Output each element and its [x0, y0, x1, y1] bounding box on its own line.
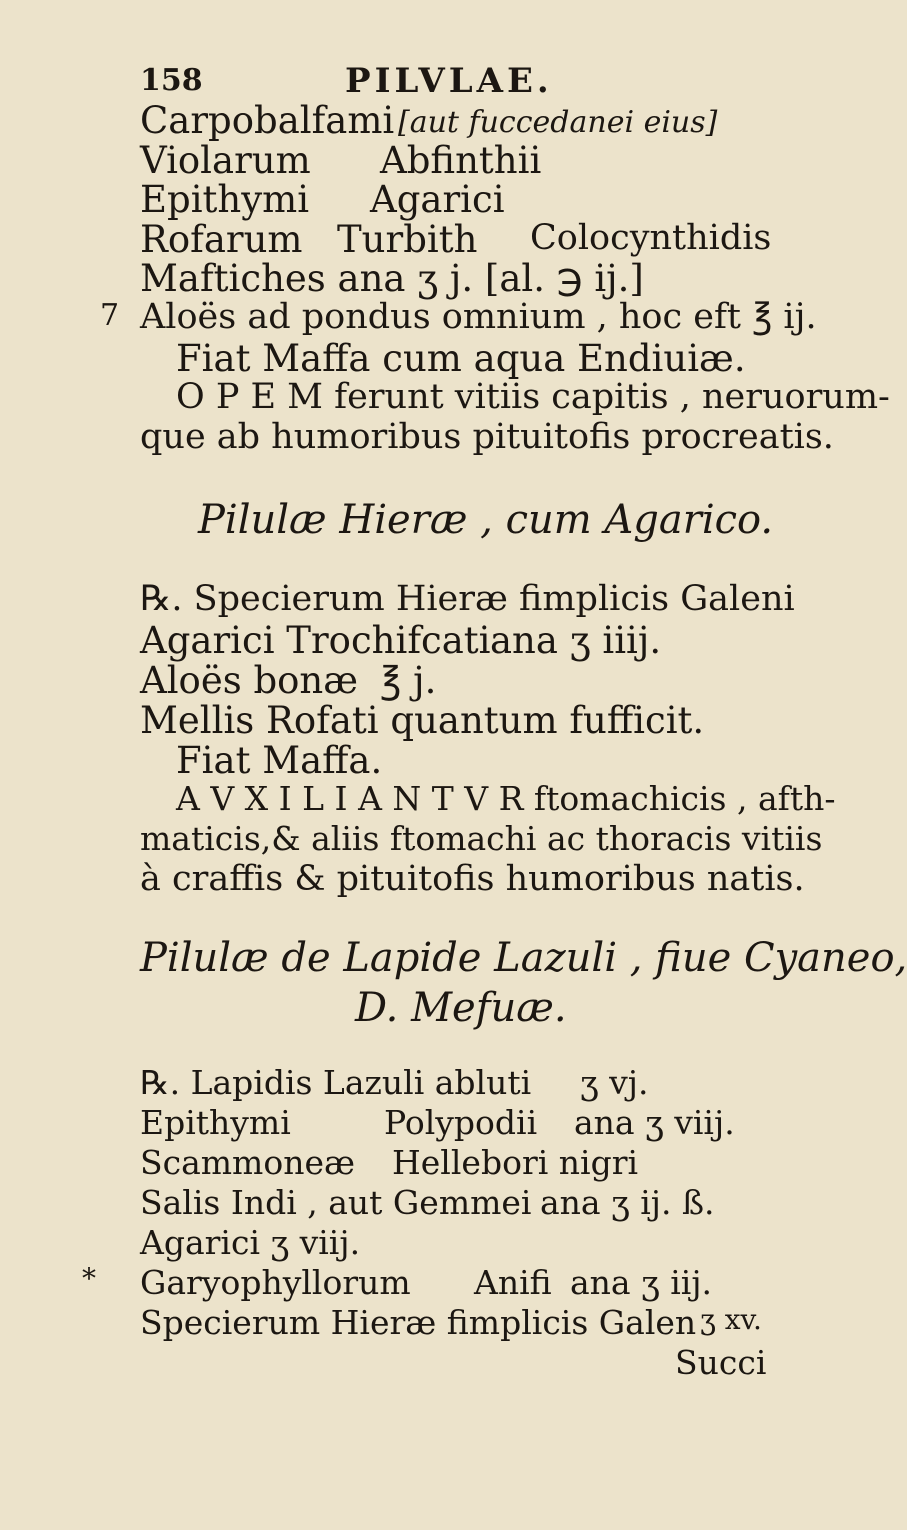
text-line: Maftiches ana ʒ j. [al. ℈ ij.] [140, 257, 644, 300]
text-line: Aloës ad pondus omnium , hoc eft ℥ ij. [140, 297, 817, 337]
text-line: Fiat Maffa cum aqua Endiuiæ. [176, 337, 746, 380]
running-head: PILVLAE. [345, 61, 553, 101]
margin-mark: * [82, 1262, 96, 1295]
text-line: Scammoneæ [140, 1143, 356, 1182]
text-line: Abfinthii [380, 139, 542, 182]
text-line: Garyophyllorum [140, 1263, 411, 1302]
page-number: 158 [140, 63, 203, 98]
text-line: Colocynthidis [530, 218, 772, 258]
text-line: Specierum Hieræ fimplicis Galen [140, 1303, 697, 1342]
text-line: Fiat Maffa. [176, 739, 383, 782]
text-line: Anifi [474, 1263, 552, 1302]
section-title: D. Mefuæ. [355, 985, 567, 1031]
text-line: Hellebori nigri [392, 1143, 639, 1182]
text-line: ℞. Specierum Hieræ fimplicis Galeni [140, 579, 795, 619]
text-line: ℥ j. [380, 659, 437, 702]
text-line: ana ʒ ij. ß. [540, 1183, 715, 1222]
text-line: Agarici [370, 178, 505, 221]
text-line: Turbith [337, 218, 478, 261]
text-line: ʒ xv. [700, 1303, 762, 1336]
text-line: Rofarum [140, 218, 303, 261]
text-line: ʒ vj. [580, 1063, 649, 1102]
text-line: que ab humoribus pituitofis procreatis. [140, 417, 834, 457]
text-line: ℞. Lapidis Lazuli abluti [140, 1063, 532, 1102]
text-line: maticis,& aliis ftomachi ac thoracis vitiis [140, 819, 823, 858]
text-line: Epithymi [140, 1103, 291, 1142]
text-line: ana ʒ iiij. [490, 619, 662, 662]
text-line: O P E M ferunt vitiis capitis , neruorum- [176, 377, 890, 417]
text-line: Agarici ʒ viij. [140, 1223, 361, 1262]
text-line: ana ʒ viij. [574, 1103, 735, 1142]
text-line: Polypodii [384, 1103, 538, 1142]
text-line: Epithymi [140, 178, 310, 221]
catchword: Succi [675, 1343, 767, 1382]
text-line: à craffis & pituitofis humoribus natis. [140, 859, 805, 899]
text-line: Violarum [140, 139, 311, 182]
text-line: Salis Indi , aut Gemmei [140, 1183, 532, 1222]
section-title: Pilulæ Hieræ , cum Agarico. [198, 497, 774, 543]
text-line: [aut fuccedanei eius] [398, 105, 718, 140]
text-line: A V X I L I A N T V R ftomachicis , afth- [176, 779, 836, 818]
margin-mark: 7 [100, 298, 120, 333]
text-line: Mellis Rofati quantum fufficit. [140, 699, 705, 742]
text-line: Agarici Trochifcati [140, 619, 491, 662]
section-title: Pilulæ de Lapide Lazuli , fiue Cyaneo, [140, 935, 907, 981]
text-line: Carpobalfami [140, 99, 395, 142]
text-line: ana ʒ iij. [570, 1263, 713, 1302]
text-line: Aloës bonæ [140, 659, 359, 702]
